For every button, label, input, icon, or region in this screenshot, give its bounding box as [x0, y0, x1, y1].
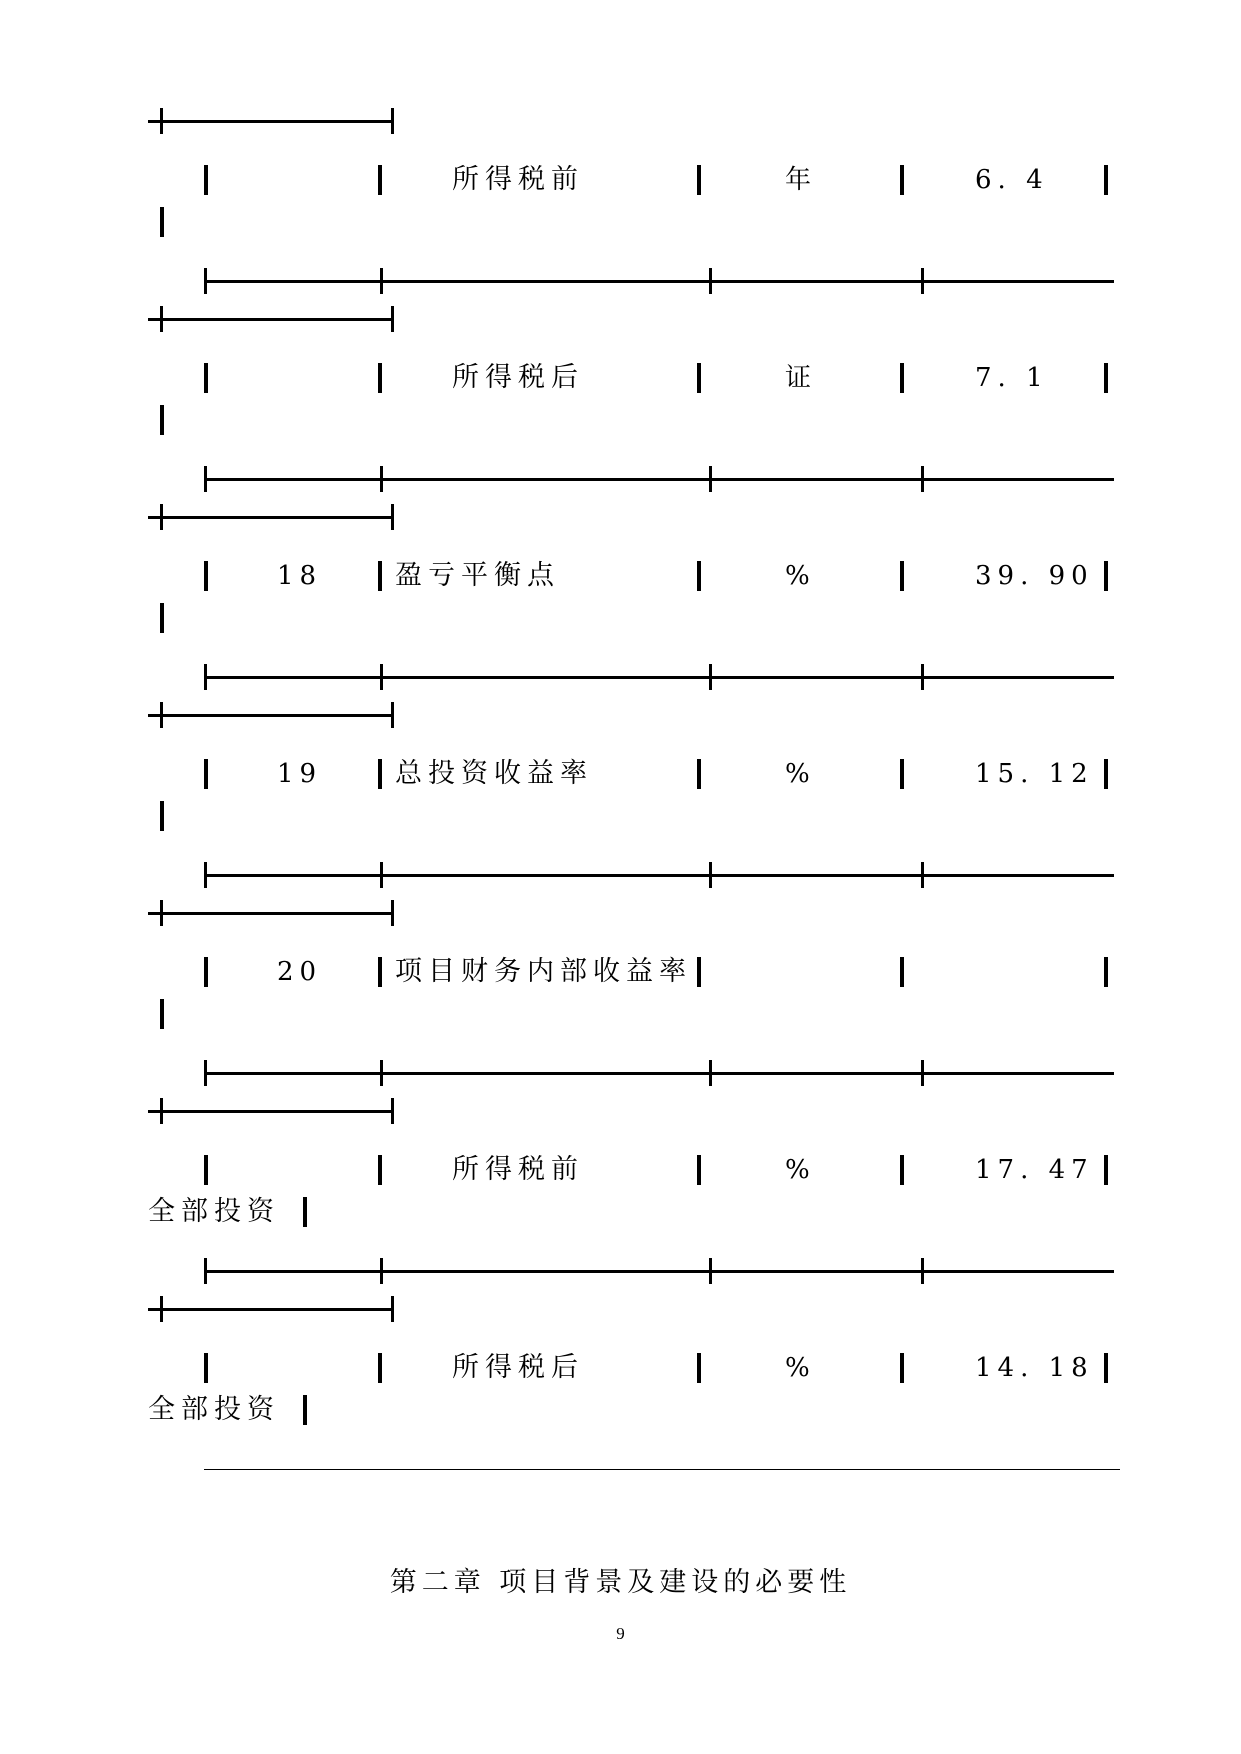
value: 39. 90 [975, 561, 1094, 591]
cell-divider [900, 1155, 904, 1185]
indicator-name: 总投资收益率 [395, 758, 593, 789]
row-separator-rule [204, 874, 1114, 877]
cell-divider [378, 1353, 382, 1383]
cell-divider [204, 957, 208, 987]
rule-cross [380, 1060, 383, 1086]
cell-divider [303, 1395, 307, 1425]
row-top-short-rule [148, 714, 392, 717]
cell-divider [697, 1155, 701, 1185]
cell-divider [204, 759, 208, 789]
cell-divider [378, 165, 382, 195]
cell-divider [697, 561, 701, 591]
cell-divider [378, 561, 382, 591]
cell-divider [160, 207, 164, 237]
rule-cross [709, 268, 712, 294]
rule-cross [204, 1060, 207, 1086]
rule-cross [160, 306, 163, 332]
unit: 年 [785, 165, 818, 195]
value: 6. 4 [975, 165, 1049, 195]
rule-cross [204, 268, 207, 294]
rule-cross [204, 664, 207, 690]
rule-cross [160, 1296, 163, 1322]
cell-divider [1104, 363, 1108, 393]
cell-divider [697, 363, 701, 393]
rule-cross [160, 900, 163, 926]
cell-divider [204, 561, 208, 591]
row-top-short-rule [148, 516, 392, 519]
cell-divider [303, 1197, 307, 1227]
indicator-name: 盈亏平衡点 [395, 560, 560, 591]
rule-cross [921, 1060, 924, 1086]
cell-divider [900, 363, 904, 393]
cell-divider [378, 363, 382, 393]
indicator-name: 所得税后 [452, 362, 584, 393]
row-top-short-rule [148, 120, 392, 123]
cell-divider [204, 363, 208, 393]
unit: % [785, 1155, 816, 1185]
cell-divider [900, 957, 904, 987]
cell-divider [1104, 1155, 1108, 1185]
indicator-name: 所得税前 [452, 1154, 584, 1185]
rule-cross [921, 1258, 924, 1284]
rule-cross [921, 862, 924, 888]
row-top-short-rule [148, 1308, 392, 1311]
unit: % [785, 561, 816, 591]
cell-divider [697, 759, 701, 789]
row-number: 19 [277, 759, 323, 789]
rule-cross [921, 268, 924, 294]
rule-cross [709, 1060, 712, 1086]
row-separator-rule [204, 280, 1114, 283]
row-top-short-rule [148, 912, 392, 915]
rule-cross [160, 1098, 163, 1124]
page-number: 9 [616, 1624, 625, 1643]
value: 14. 18 [975, 1353, 1094, 1383]
table-bottom-rule [204, 1469, 1120, 1470]
row-number: 20 [277, 957, 323, 987]
cell-divider [900, 759, 904, 789]
cell-divider [378, 957, 382, 987]
unit: % [785, 1353, 816, 1383]
indicator-name: 所得税前 [452, 164, 584, 195]
cell-divider [900, 561, 904, 591]
rule-cross [160, 108, 163, 134]
cell-divider [1104, 957, 1108, 987]
rule-end-tick [391, 108, 394, 134]
rule-cross [921, 664, 924, 690]
row-separator-rule [204, 1270, 1114, 1273]
value: 15. 12 [975, 759, 1094, 789]
rule-end-tick [391, 1296, 394, 1322]
rule-cross [709, 466, 712, 492]
cell-divider [204, 1155, 208, 1185]
unit: 证 [785, 363, 818, 393]
rule-cross [709, 1258, 712, 1284]
rule-cross [380, 1258, 383, 1284]
rule-end-tick [391, 1098, 394, 1124]
row-top-short-rule [148, 1110, 392, 1113]
cell-divider [1104, 561, 1108, 591]
rule-cross [921, 466, 924, 492]
row-continuation-label: 全部投资 [148, 1394, 280, 1425]
cell-divider [160, 999, 164, 1029]
rule-cross [160, 702, 163, 728]
cell-divider [160, 405, 164, 435]
rule-end-tick [391, 900, 394, 926]
rule-cross [204, 1258, 207, 1284]
chapter-heading: 第二章 项目背景及建设的必要性 [389, 1567, 852, 1598]
rule-cross [709, 862, 712, 888]
rule-cross [709, 664, 712, 690]
unit: % [785, 759, 816, 789]
cell-divider [1104, 165, 1108, 195]
cell-divider [697, 1353, 701, 1383]
cell-divider [697, 957, 701, 987]
cell-divider [1104, 1353, 1108, 1383]
row-separator-rule [204, 1072, 1114, 1075]
rule-cross [380, 466, 383, 492]
rule-end-tick [391, 504, 394, 530]
cell-divider [697, 165, 701, 195]
rule-end-tick [391, 702, 394, 728]
cell-divider [378, 759, 382, 789]
rule-cross [160, 504, 163, 530]
value: 17. 47 [975, 1155, 1094, 1185]
value: 7. 1 [975, 363, 1049, 393]
cell-divider [1104, 759, 1108, 789]
rule-cross [380, 862, 383, 888]
cell-divider [900, 1353, 904, 1383]
cell-divider [204, 1353, 208, 1383]
rule-end-tick [391, 306, 394, 332]
cell-divider [160, 603, 164, 633]
cell-divider [378, 1155, 382, 1185]
rule-cross [380, 664, 383, 690]
rule-cross [204, 466, 207, 492]
row-separator-rule [204, 676, 1114, 679]
row-number: 18 [277, 561, 323, 591]
cell-divider [204, 165, 208, 195]
indicator-name: 所得税后 [452, 1352, 584, 1383]
indicator-name: 项目财务内部收益率 [395, 956, 692, 987]
cell-divider [160, 801, 164, 831]
row-continuation-label: 全部投资 [148, 1196, 280, 1227]
row-separator-rule [204, 478, 1114, 481]
row-top-short-rule [148, 318, 392, 321]
cell-divider [900, 165, 904, 195]
rule-cross [204, 862, 207, 888]
rule-cross [380, 268, 383, 294]
